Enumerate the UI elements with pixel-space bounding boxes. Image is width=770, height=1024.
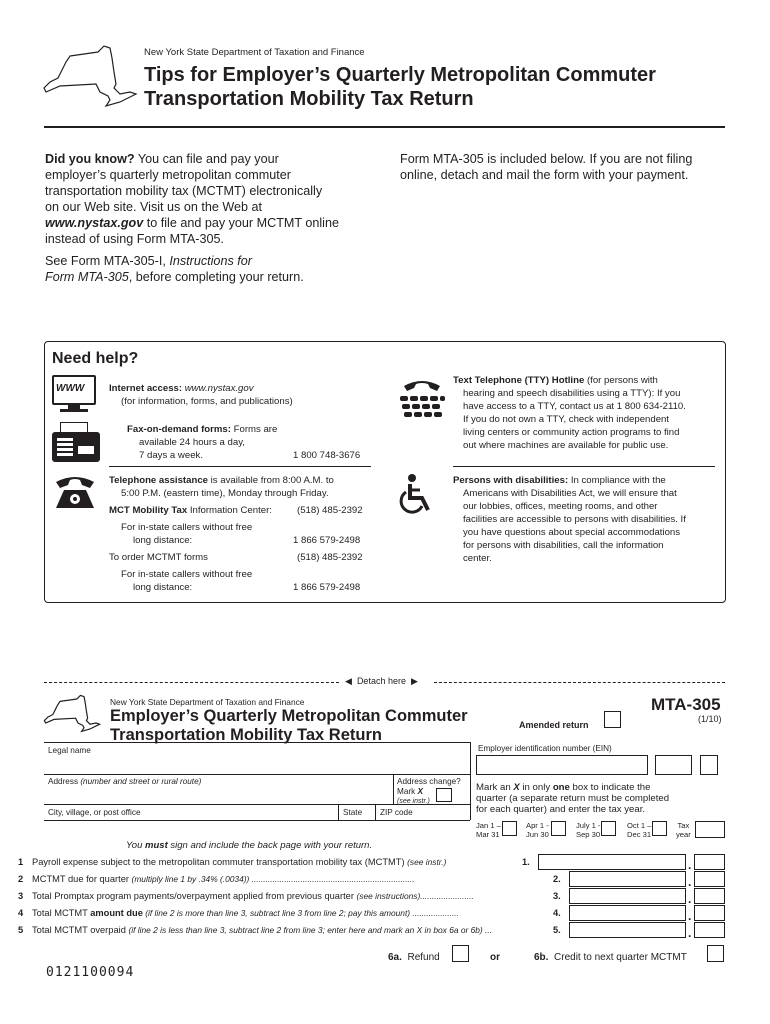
tax-line-3 <box>18 891 548 901</box>
quarter-q4-checkbox[interactable] <box>652 821 667 836</box>
legal-name-input[interactable] <box>44 756 470 774</box>
website-link[interactable]: www.nystax.gov <box>45 216 144 230</box>
quarter-q3-text: July 1 - <box>576 821 601 830</box>
dis-text: you have questions about special accommodations <box>463 527 681 538</box>
form-title-line2: Transportation Mobility Tax Return <box>110 726 382 744</box>
tax-year-label <box>676 821 691 839</box>
quarter-q3-label <box>576 821 600 839</box>
line-hint: (see instructions)....................... <box>356 891 474 901</box>
form-line <box>393 774 394 804</box>
dis-text: facilities are accessible to persons with disabilities. If <box>463 514 686 525</box>
quarter-q4-text: Dec 31 <box>627 830 652 839</box>
intro-text: instead of using Form MTA-305. <box>45 232 224 246</box>
line-number: 1 <box>18 857 24 867</box>
line-1-amount-input[interactable] <box>538 854 686 870</box>
line-hint: (see instr.) <box>407 857 447 867</box>
quarter-text: in only <box>519 782 553 793</box>
form-line <box>44 742 470 743</box>
form-line <box>470 742 471 820</box>
quarter-q2-checkbox[interactable] <box>551 821 566 836</box>
detach-dash-left <box>44 682 339 683</box>
line-3-cents-input[interactable] <box>694 888 725 904</box>
intro-text: transportation mobility tax (MCTMT) electronically <box>45 184 323 198</box>
decimal-point: . <box>688 926 692 940</box>
line-hint: (if line 2 is less than line 3, subtract line 2 from line 3; enter here and mark an X in box 6a or 6b) ... <box>128 925 493 935</box>
form-line <box>375 804 376 820</box>
tax-line-4 <box>18 908 548 918</box>
dis-text: our lobbies, offices, meeting rooms, and other <box>463 501 658 512</box>
city-label: City, village, or post office <box>48 808 141 817</box>
arrow-left-icon: ◀ <box>345 676 352 686</box>
fax-label: Fax-on-demand forms: <box>127 424 231 435</box>
line-hint: (multiply line 1 by .34% (.0034)) ...................................................................... <box>131 874 415 884</box>
form-line <box>44 774 470 775</box>
instate-text: long distance: <box>133 582 193 593</box>
form-department: New York State Department of Taxation and Finance <box>110 697 305 707</box>
quarter-text-bold: one <box>552 782 570 793</box>
fax-text: available 24 hours a day, <box>139 437 245 448</box>
quarter-q1-checkbox[interactable] <box>502 821 517 836</box>
tax-year-text: Tax <box>677 821 690 830</box>
line-box-label: 2. <box>553 874 561 884</box>
form-revision: (1/10) <box>698 714 722 724</box>
fax-phone: 1 800 748-3676 <box>293 450 361 461</box>
detach-label: Detach here <box>356 676 406 686</box>
mct-phone: (518) 485-2392 <box>297 505 363 516</box>
must-sign-text: sign and include the back page with your return. <box>167 840 373 851</box>
tax-year-input[interactable] <box>695 821 725 838</box>
intro-right-text: Form MTA-305 is included below. If you are not filing <box>400 152 693 166</box>
internet-url[interactable]: www.nystax.gov <box>184 383 254 394</box>
telephone-assistance <box>109 474 374 594</box>
fax-text: 7 days a week. <box>139 450 203 461</box>
mark-x: X <box>417 787 423 796</box>
dis-text: center. <box>463 553 492 564</box>
quarter-q1-text: Jan 1 – <box>476 821 501 830</box>
must-sign-bold: must <box>145 840 168 851</box>
tty-text: If you do not own a TTY, check with independent <box>463 414 670 425</box>
line-5-amount-input[interactable] <box>569 922 686 938</box>
tty-text: hearing and speech disabilities using a TTY): If you <box>463 388 681 399</box>
or-label: or <box>490 952 500 963</box>
instate-text: For in-state callers without free <box>121 569 253 580</box>
line-box-label: 3. <box>553 891 561 901</box>
divider <box>453 466 715 467</box>
address-change-checkbox[interactable] <box>436 788 452 802</box>
page-title-line1: Tips for Employer’s Quarterly Metropolitan Commuter <box>144 64 656 86</box>
quarter-text: quarter (a separate return must be completed <box>476 793 670 804</box>
refund-label <box>388 952 440 963</box>
instate-text: long distance: <box>133 535 193 546</box>
quarter-q3-text: Sep 30 <box>576 830 601 839</box>
tax-line-1 <box>18 857 548 867</box>
see-instructions: Instructions for <box>169 254 252 268</box>
line-box-label: 5. <box>553 925 561 935</box>
address-change-text: Mark <box>397 787 418 796</box>
credit-text: Credit to next quarter MCTMT <box>554 952 687 963</box>
tty-icon <box>398 376 446 422</box>
legal-name-label: Legal name <box>48 746 91 755</box>
address-label-text: Address <box>48 777 81 786</box>
internet-desc: (for information, forms, and publications) <box>121 396 293 407</box>
instate-phone: 1 866 579-2498 <box>293 535 361 546</box>
tax-line-5 <box>18 925 548 935</box>
detach-here <box>345 676 418 687</box>
fax-text: Forms are <box>230 424 278 435</box>
quarter-q1-text: Mar 31 <box>476 830 500 839</box>
order-forms: To order MCTMT forms <box>109 552 208 563</box>
intro-right <box>400 151 730 183</box>
tty-text: out where machines are available for public use. <box>463 440 669 451</box>
header-rule <box>44 126 725 128</box>
telephone-icon <box>52 472 98 512</box>
quarter-text: Mark an <box>476 782 514 793</box>
state-label: State <box>343 808 363 817</box>
address-label <box>48 777 201 787</box>
quarter-text: box to indicate the <box>569 782 651 793</box>
decimal-point: . <box>688 909 692 923</box>
ein-label: Employer identification number (EIN) <box>478 744 612 753</box>
line-3-amount-input[interactable] <box>569 888 686 904</box>
need-help-title: Need help? <box>52 350 139 367</box>
amended-return-label: Amended return <box>519 720 589 730</box>
quarter-q1-label <box>476 821 501 839</box>
ny-state-outline-icon <box>40 44 140 110</box>
decimal-point: . <box>688 875 692 889</box>
tel-text: is available from 8:00 A.M. to <box>208 475 334 486</box>
zip-label: ZIP code <box>380 808 413 817</box>
quarter-q2-label <box>526 821 549 839</box>
ein-input-part3[interactable] <box>700 755 718 775</box>
tax-line-2 <box>18 874 548 884</box>
quarter-q3-checkbox[interactable] <box>601 821 616 836</box>
line-4-amount-input[interactable] <box>569 905 686 921</box>
refund-num: 6a. <box>388 952 402 963</box>
line-text: Total Promptax program payments/overpayment applied from previous quarter <box>32 891 357 901</box>
page-title-line2: Transportation Mobility Tax Return <box>144 88 474 110</box>
divider <box>109 466 371 467</box>
line-box-label: 1. <box>522 857 530 867</box>
address-change-text: Address change? <box>397 777 461 786</box>
intro-text: You can file and pay your <box>137 152 279 166</box>
amended-return-checkbox[interactable] <box>604 711 621 728</box>
dis-label: Persons with disabilities: <box>453 475 569 486</box>
tty-text: (for persons with <box>584 375 658 386</box>
tty-text: have access to a TTY, contact us at 1 800 634-2110. <box>463 401 686 412</box>
see-instructions: , before completing your return. <box>128 270 304 284</box>
line-2-cents-input[interactable] <box>694 871 725 887</box>
ein-input[interactable] <box>476 755 648 775</box>
line-2-amount-input[interactable] <box>569 871 686 887</box>
dis-text: for persons with disabilities, call the information <box>463 540 664 551</box>
quarter-q2-text: Jun 30 <box>526 830 549 839</box>
line-text: Total MCTMT <box>32 908 91 918</box>
line-number: 4 <box>18 908 24 918</box>
internet-label: Internet access: <box>109 383 183 394</box>
order-phone: (518) 485-2392 <box>297 552 363 563</box>
mct-label: MCT Mobility Tax <box>109 505 188 516</box>
line-5-cents-input[interactable] <box>694 922 725 938</box>
did-you-know-label: Did you know? <box>45 152 135 166</box>
address-hint: (number and street or rural route) <box>80 777 202 786</box>
line-number: 3 <box>18 891 24 901</box>
tty-hotline <box>453 374 723 452</box>
see-instructions: See Form MTA-305-I, <box>45 254 170 268</box>
barcode-number: 0121100094 <box>46 965 135 980</box>
quarter-q2-text: Apr 1 - <box>526 821 549 830</box>
www-label: WWW <box>56 383 85 394</box>
see-instructions: Form MTA-305 <box>45 270 129 284</box>
refund-text: Refund <box>407 952 440 963</box>
quarter-instructions <box>476 782 716 815</box>
line-hint: (if line 2 is more than line 3, subtract line 3 from line 2; pay this amount) .................... <box>142 908 459 918</box>
ein-input-part2[interactable] <box>655 755 692 775</box>
mct-text: Information Center: <box>187 505 272 516</box>
form-line <box>44 820 470 821</box>
form-id: MTA-305 <box>651 695 721 714</box>
decimal-point: . <box>688 892 692 906</box>
tty-label: Text Telephone (TTY) Hotline <box>453 375 585 386</box>
fax-machine-icon <box>52 422 102 464</box>
quarter-q4-label <box>627 821 651 839</box>
credit-num: 6b. <box>534 952 549 963</box>
decimal-point: . <box>688 858 692 872</box>
quarter-text: for each quarter) and enter the tax year. <box>476 804 646 815</box>
tty-text: living centers or community action programs to find <box>463 427 680 438</box>
quarter-q4-text: Oct 1 – <box>627 821 652 830</box>
department-name: New York State Department of Taxation and Finance <box>144 47 365 58</box>
line-number: 5 <box>18 925 24 935</box>
arrow-right-icon: ▶ <box>410 676 418 686</box>
instate-phone: 1 866 579-2498 <box>293 582 361 593</box>
intro-left <box>45 151 395 285</box>
line-text: Payroll expense subject to the metropolitan commuter transportation mobility tax (MCTMT) <box>32 857 408 867</box>
line-number: 2 <box>18 874 24 884</box>
line-text: Total MCTMT overpaid <box>32 925 129 935</box>
tel-text: 5:00 P.M. (eastern time), Monday through Friday. <box>121 488 329 499</box>
credit-label <box>534 952 687 963</box>
line-text: MCTMT due for quarter <box>32 874 132 884</box>
fax-on-demand <box>127 423 372 462</box>
credit-checkbox[interactable] <box>707 945 724 962</box>
intro-right-text: online, detach and mail the form with your payment. <box>400 168 689 182</box>
intro-text: to file and pay your MCTMT online <box>143 216 339 230</box>
dis-text: Americans with Disabilities Act, we will ensure that <box>463 488 677 499</box>
must-sign-note <box>126 840 372 851</box>
line-4-cents-input[interactable] <box>694 905 725 921</box>
persons-with-disabilities <box>453 474 723 565</box>
form-title-line1: Employer’s Quarterly Metropolitan Commuter <box>110 707 468 725</box>
instate-text: For in-state callers without free <box>121 522 253 533</box>
line-text-bold: amount due <box>90 908 143 918</box>
intro-text: employer’s quarterly metropolitan commuter <box>45 168 291 182</box>
form-line <box>44 804 470 805</box>
detach-dash-right <box>434 682 725 683</box>
dis-text: In compliance with the <box>568 475 666 486</box>
computer-icon <box>52 375 96 413</box>
wheelchair-icon <box>398 474 432 516</box>
tel-label: Telephone assistance <box>109 475 208 486</box>
internet-access <box>109 382 369 408</box>
line-1-cents-input[interactable] <box>694 854 725 870</box>
ny-state-outline-icon <box>42 694 102 734</box>
form-line <box>338 804 339 820</box>
line-box-label: 4. <box>553 908 561 918</box>
intro-text: on our Web site. Visit us on the Web at <box>45 200 263 214</box>
refund-checkbox[interactable] <box>452 945 469 962</box>
address-change-hint: (see instr.) <box>397 798 430 805</box>
must-sign-text: You <box>126 840 146 851</box>
mark-x: X <box>513 782 520 793</box>
tax-year-text: year <box>676 830 691 839</box>
